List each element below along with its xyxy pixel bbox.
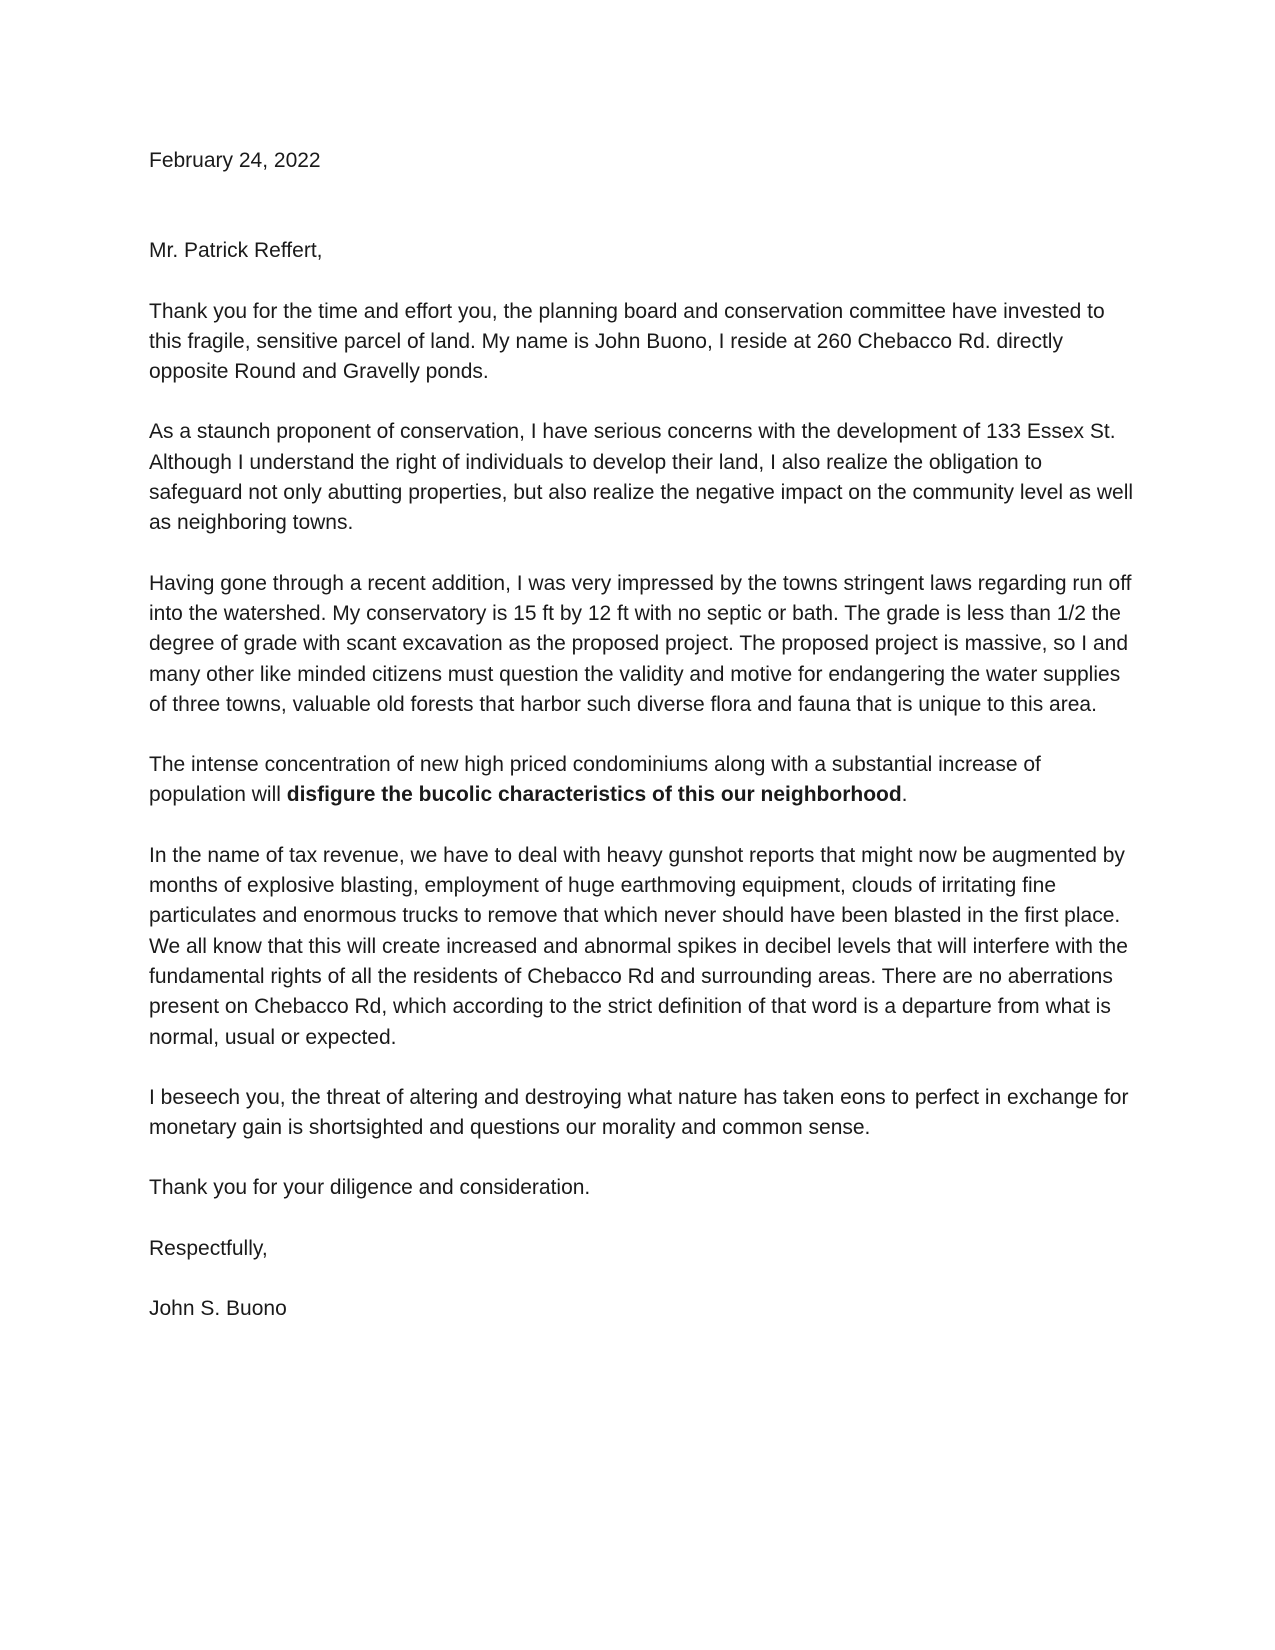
paragraph-condominiums-lead: The intense concentration of new high priced condominiums along with a substantial increase of population will xyxy=(149,753,1041,807)
paragraph-addition: Having gone through a recent addition, I was very impressed by the towns stringent laws regarding run off into the watershed. My conservatory is 15 ft by 12 ft with no septic or bath. The grade is less than 1/2 the degree of grade with scant excavation as the proposed project. The proposed project is massive, so I and many other like minded citizens must question the validity and motive for endangering the water supplies of three towns, valuable old forests that harbor such diverse flora and fauna that is unique to this area. xyxy=(149,571,1132,716)
paragraph-tax-revenue: In the name of tax revenue, we have to deal with heavy gunshot reports that might now be augmented by months of explosive blasting, employment of huge earthmoving equipment, clouds of irritating fine particulates and enormous trucks to remove that which never should have been blasted in the first place. We all know that this will create increased and abnormal spikes in decibel levels that will interfere with the fundamental rights of all the residents of Chebacco Rd and surrounding areas. There are no aberrations present on Chebacco Rd, which according to the strict definition of that word is a departure from what is normal, usual or expected. xyxy=(149,843,1128,1049)
paragraph-concerns: As a staunch proponent of conservation, I have serious concerns with the development of 133 Essex St. Although I understand the right of individuals to develop their land, I also realize the obligation to safeguard not only abutting properties, but also realize the negative impact on the community level as well as neighboring towns. xyxy=(149,420,1134,535)
salutation: Mr. Patrick Reffert, xyxy=(149,239,323,263)
letter-date: February 24, 2022 xyxy=(149,149,321,172)
paragraph-beseech: I beseech you, the threat of altering and destroying what nature has taken eons to perfect in exchange for monetary gain is shortsighted and questions our morality and common sense. xyxy=(149,1085,1129,1140)
letter-body xyxy=(149,146,1134,1324)
paragraph-thanks: Thank you for your diligence and consideration. xyxy=(149,1176,591,1200)
paragraph-condominiums-end: . xyxy=(901,783,908,807)
signature-name: John S. Buono xyxy=(149,1297,287,1321)
closing: Respectfully, xyxy=(149,1236,268,1260)
paragraph-condominiums xyxy=(149,750,1134,811)
emphasized-text: disfigure the bucolic characteristics of this our neighborhood xyxy=(286,783,902,807)
paragraph-introduction: Thank you for the time and effort you, the planning board and conservation committee have invested to this fragile, sensitive parcel of land. My name is John Buono, I reside at 260 Chebacco Rd. directly opposite Round and Gravelly ponds. xyxy=(149,299,1105,384)
